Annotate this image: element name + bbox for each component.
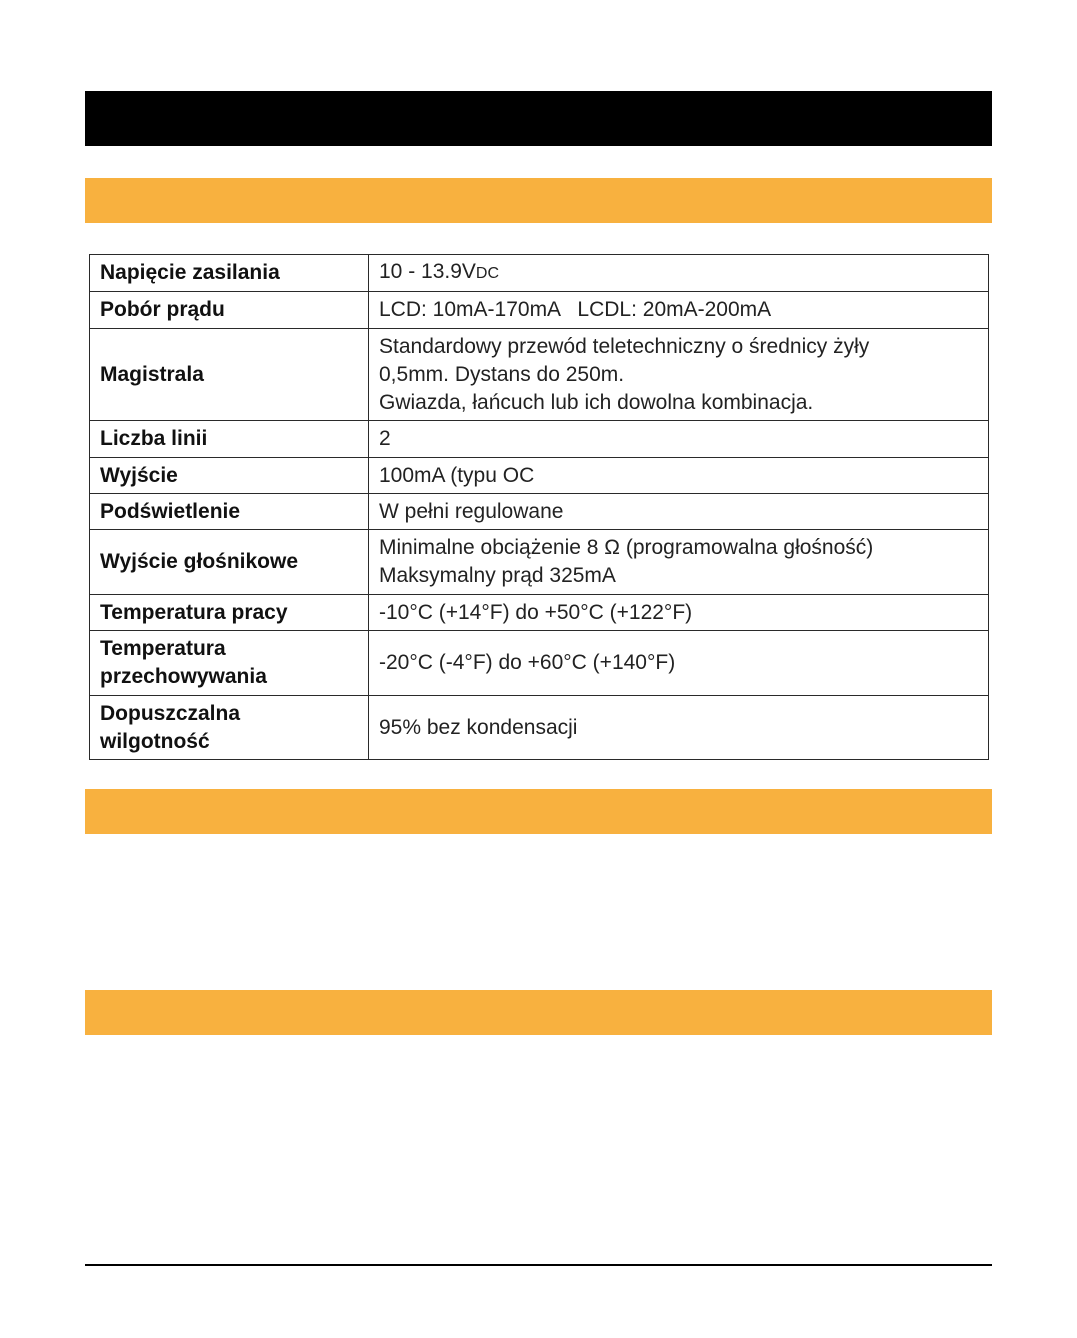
spec-value: 2: [369, 421, 989, 458]
table-row: [90, 494, 989, 530]
spec-value-line: Standardowy przewód teletechniczny o średnicy żyły: [379, 334, 870, 358]
table-row: [90, 595, 989, 631]
spec-label-line: Temperatura: [100, 637, 226, 660]
spec-value-unit: DC: [475, 265, 500, 282]
title-bar: [85, 91, 992, 146]
table-row: [90, 421, 989, 458]
table-row: [90, 631, 989, 696]
spec-label-line: wilgotność: [100, 729, 210, 753]
spec-value: [369, 530, 989, 595]
spec-label: Magistrala: [90, 329, 369, 421]
table-row: [90, 255, 989, 292]
spec-value: 100mA (typu OC: [369, 458, 989, 494]
spec-label-line: przechowywania: [100, 665, 267, 688]
spec-value-main: 10 - 13.9V: [379, 260, 476, 283]
spec-value: -20°C (-4°F) do +60°C (+140°F): [369, 631, 989, 696]
table-row: [90, 458, 989, 494]
spec-label: Temperatura pracy: [90, 595, 369, 631]
specifications-table: [89, 254, 989, 760]
spec-value: [369, 255, 989, 292]
spec-label: Liczba linii: [90, 421, 369, 458]
spec-value: -10°C (+14°F) do +50°C (+122°F): [369, 595, 989, 631]
spec-label: Wyjście: [90, 458, 369, 494]
section-header-bar: [85, 990, 992, 1035]
spec-value-line: Gwiazda, łańcuch lub ich dowolna kombinacja.: [379, 390, 814, 414]
table-row: [90, 329, 989, 421]
table-row: [90, 292, 989, 329]
table-row: [90, 696, 989, 760]
section-header-bar: [85, 789, 992, 834]
spec-value-line: 0,5mm. Dystans do 250m.: [379, 362, 625, 386]
spec-label: Napięcie zasilania: [90, 255, 369, 292]
spec-label: Wyjście głośnikowe: [90, 530, 369, 595]
section-header-bar: [85, 178, 992, 223]
spec-value-line: Maksymalny prąd 325mA: [379, 564, 616, 587]
spec-value: [369, 329, 989, 421]
table-row: [90, 530, 989, 595]
spec-value: 95% bez kondensacji: [369, 696, 989, 760]
spec-label: Pobór prądu: [90, 292, 369, 329]
spec-value: LCD: 10mA-170mA LCDL: 20mA-200mA: [369, 292, 989, 329]
spec-label: [90, 696, 369, 760]
spec-label: [90, 631, 369, 696]
spec-value: W pełni regulowane: [369, 494, 989, 530]
spec-label: Podświetlenie: [90, 494, 369, 530]
footer-divider: [85, 1264, 992, 1266]
spec-value-line: Minimalne obciążenie 8 Ω (programowalna głośność): [379, 536, 874, 559]
spec-label-line: Dopuszczalna: [100, 701, 241, 725]
